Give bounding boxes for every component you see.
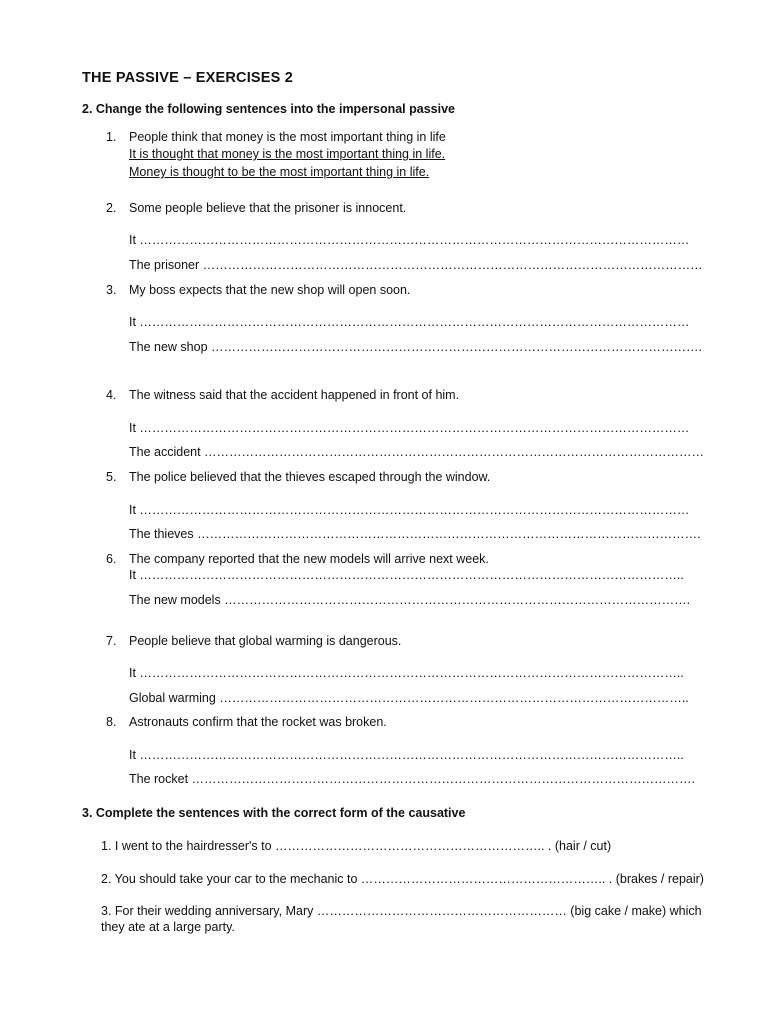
item-number: 2. [106,201,117,215]
item-sentence: Some people believe that the prisoner is innocent. [129,201,407,215]
item-number: 3. [106,283,117,297]
answer-line: It ………………………………………………………………………………………………………………….. [129,568,684,582]
answer-line: It ………………………………………………………………………………………………………………….. [129,748,684,762]
answer-line: It …………………………………………………………………………………………………………………… [129,233,690,247]
item-sentence: People think that money is the most important thing in life [129,130,446,144]
item-sentence: The witness said that the accident happened in front of him. [129,388,460,402]
item-number: 8. [106,715,117,729]
section-3-heading: 3. Complete the sentences with the correct form of the causative [82,806,466,820]
item-number: 4. [106,388,117,402]
causative-item-continued: they ate at a large party. [101,920,235,934]
causative-item: 2. You should take your car to the mechanic to ………………………………………………….. . (brakes / repair) [101,872,704,886]
answer-line: The new models …………………………………………………………………………………………………. [129,593,691,607]
answer-line: The rocket …………………………………………………………………………………………………………. [129,772,695,786]
answer-line: It …………………………………………………………………………………………………………………… [129,421,690,435]
answer-line: It …………………………………………………………………………………………………………………… [129,503,690,517]
item-number: 1. [106,130,117,144]
item-sentence: The police believed that the thieves escaped through the window. [129,470,491,484]
answer-line: The thieves …………………………………………………………………………………………………………. [129,527,701,541]
example-answer: Money is thought to be the most important thing in life. [129,165,430,179]
answer-line: The new shop ………………………………………………………………………………………………………. [129,340,702,354]
item-sentence: The company reported that the new models will arrive next week. [129,552,489,566]
causative-item: 1. I went to the hairdresser's to ……………………………………………………….. . (hair / cut) [101,839,612,853]
answer-line: Global warming ………………………………………………………………………………………………….. [129,691,689,705]
answer-line: The prisoner ………………………………………………………………………………………………………… [129,258,703,272]
item-number: 6. [106,552,117,566]
example-answer: It is thought that money is the most important thing in life. [129,147,446,161]
page-title: THE PASSIVE – EXERCISES 2 [82,70,294,86]
item-sentence: People believe that global warming is dangerous. [129,634,402,648]
item-number: 7. [106,634,117,648]
section-2-heading: 2. Change the following sentences into the impersonal passive [82,102,455,116]
item-number: 5. [106,470,117,484]
answer-line: The accident ………………………………………………………………………………………………………… [129,445,705,459]
answer-line: It …………………………………………………………………………………………………………………… [129,315,690,329]
answer-line: It ………………………………………………………………………………………………………………….. [129,666,684,680]
causative-item: 3. For their wedding anniversary, Mary …………………………………………………… (big cake / make) which [101,904,702,918]
item-sentence: Astronauts confirm that the rocket was broken. [129,715,387,729]
item-sentence: My boss expects that the new shop will open soon. [129,283,411,297]
